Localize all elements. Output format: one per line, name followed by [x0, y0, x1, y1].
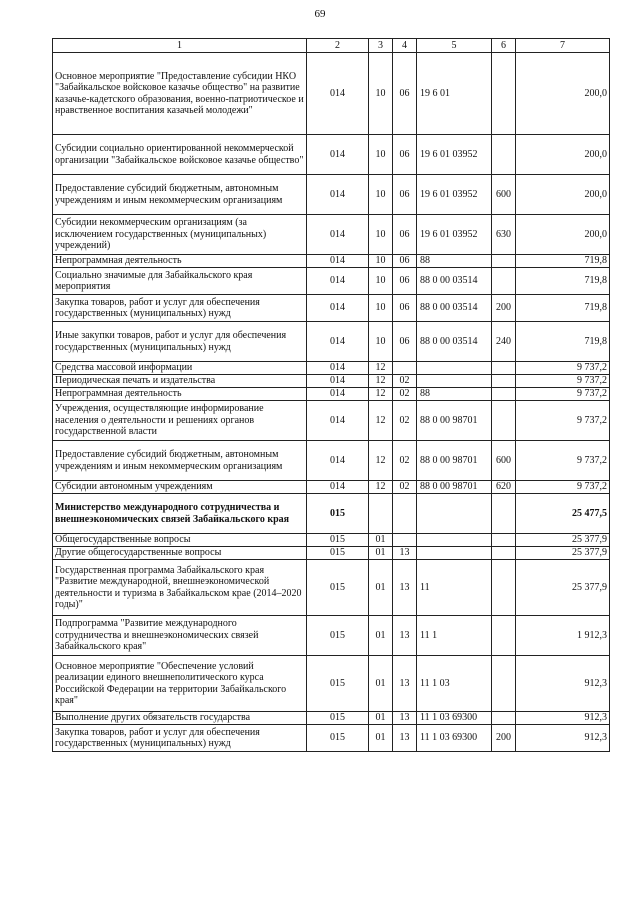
row-target-article: 11 1 03 69300 [417, 725, 492, 752]
row-expense-type [492, 712, 516, 725]
row-section: 01 [369, 534, 393, 547]
row-name: Социально значимые для Забайкальского края мероприятия [53, 268, 307, 295]
row-name: Основное мероприятие "Предоставление субсидии НКО "Забайкальское войсковое казачье общество" на развитие казачье-кадетского образования, военно-патриотическое и нравственное воспитания казачьей молодежи" [53, 53, 307, 135]
row-name: Другие общегосударственные вопросы [53, 547, 307, 560]
table-row [53, 135, 610, 175]
row-name: Подпрограмма "Развитие международного сотрудничества и внешнеэкономических связей Забайкальского края" [53, 616, 307, 656]
row-target-article: 88 0 00 98701 [417, 481, 492, 494]
col-header-3: 3 [369, 39, 393, 53]
row-expense-type [492, 53, 516, 135]
row-subsection: 13 [393, 712, 417, 725]
row-amount: 719,8 [516, 322, 610, 362]
row-section: 01 [369, 725, 393, 752]
table-row [53, 388, 610, 401]
row-ministry-code: 015 [307, 656, 369, 712]
row-section: 12 [369, 362, 393, 375]
table-row [53, 656, 610, 712]
row-target-article: 11 [417, 560, 492, 616]
row-target-article: 88 0 00 98701 [417, 441, 492, 481]
table-row [53, 547, 610, 560]
row-name: Учреждения, осуществляющие информирование населения о деятельности и решениях органов государственной власти [53, 401, 307, 441]
row-expense-type: 630 [492, 215, 516, 255]
row-amount: 9 737,2 [516, 375, 610, 388]
row-ministry-code: 015 [307, 494, 369, 534]
row-ministry-code: 015 [307, 712, 369, 725]
table-row [53, 725, 610, 752]
row-section: 10 [369, 322, 393, 362]
row-subsection [393, 494, 417, 534]
row-expense-type: 200 [492, 295, 516, 322]
row-ministry-code: 014 [307, 215, 369, 255]
row-ministry-code: 015 [307, 534, 369, 547]
row-expense-type: 600 [492, 441, 516, 481]
row-target-article [417, 375, 492, 388]
row-target-article [417, 494, 492, 534]
row-subsection: 06 [393, 295, 417, 322]
row-subsection: 02 [393, 441, 417, 481]
row-expense-type [492, 656, 516, 712]
row-expense-type [492, 547, 516, 560]
row-name: Периодическая печать и издательства [53, 375, 307, 388]
row-expense-type [492, 135, 516, 175]
row-ministry-code: 015 [307, 725, 369, 752]
row-amount: 200,0 [516, 53, 610, 135]
row-expense-type [492, 401, 516, 441]
row-section: 01 [369, 712, 393, 725]
table-row [53, 175, 610, 215]
row-subsection: 02 [393, 401, 417, 441]
row-section: 12 [369, 375, 393, 388]
row-amount: 719,8 [516, 295, 610, 322]
row-name: Общегосударственные вопросы [53, 534, 307, 547]
row-amount: 912,3 [516, 656, 610, 712]
row-subsection [393, 362, 417, 375]
row-expense-type [492, 534, 516, 547]
row-target-article: 88 [417, 388, 492, 401]
table-row [53, 295, 610, 322]
row-expense-type: 240 [492, 322, 516, 362]
row-amount: 200,0 [516, 135, 610, 175]
col-header-4: 4 [393, 39, 417, 53]
row-name: Предоставление субсидий бюджетным, автономным учреждениям и иным некоммерческим организациям [53, 441, 307, 481]
row-section: 12 [369, 481, 393, 494]
row-amount: 9 737,2 [516, 362, 610, 375]
row-ministry-code: 015 [307, 547, 369, 560]
row-expense-type [492, 494, 516, 534]
col-header-6: 6 [492, 39, 516, 53]
row-target-article: 88 [417, 255, 492, 268]
row-amount: 200,0 [516, 175, 610, 215]
row-name: Закупка товаров, работ и услуг для обеспечения государственных (муниципальных) нужд [53, 725, 307, 752]
row-amount: 25 377,9 [516, 547, 610, 560]
table-row [53, 534, 610, 547]
row-subsection: 06 [393, 268, 417, 295]
row-subsection: 13 [393, 725, 417, 752]
row-subsection: 06 [393, 322, 417, 362]
row-expense-type: 600 [492, 175, 516, 215]
row-section: 01 [369, 560, 393, 616]
row-amount: 9 737,2 [516, 388, 610, 401]
row-name: Государственная программа Забайкальского края "Развитие международной, внешнеэкономической деятельности и туризма в Забайкальском крае (2014–2020 годы)" [53, 560, 307, 616]
table-row [53, 616, 610, 656]
header-row [53, 39, 610, 53]
table-row [53, 215, 610, 255]
row-target-article: 88 0 00 03514 [417, 322, 492, 362]
row-section: 10 [369, 255, 393, 268]
col-header-7: 7 [516, 39, 610, 53]
row-expense-type [492, 268, 516, 295]
table-row [53, 268, 610, 295]
row-section: 10 [369, 53, 393, 135]
table-row [53, 494, 610, 534]
row-section: 10 [369, 215, 393, 255]
row-section: 10 [369, 295, 393, 322]
row-ministry-code: 014 [307, 388, 369, 401]
col-header-1: 1 [53, 39, 307, 53]
row-name: Предоставление субсидий бюджетным, автономным учреждениям и иным некоммерческим организациям [53, 175, 307, 215]
row-subsection: 02 [393, 481, 417, 494]
row-amount: 1 912,3 [516, 616, 610, 656]
table-row [53, 53, 610, 135]
row-subsection: 06 [393, 53, 417, 135]
row-amount: 9 737,2 [516, 441, 610, 481]
row-ministry-code: 014 [307, 481, 369, 494]
row-target-article [417, 547, 492, 560]
row-amount: 25 377,9 [516, 560, 610, 616]
budget-table [52, 38, 610, 752]
row-ministry-code: 014 [307, 362, 369, 375]
table-row [53, 362, 610, 375]
row-amount: 9 737,2 [516, 401, 610, 441]
row-section: 12 [369, 388, 393, 401]
row-name: Выполнение других обязательств государства [53, 712, 307, 725]
table-row [53, 712, 610, 725]
row-amount: 912,3 [516, 725, 610, 752]
row-ministry-code: 014 [307, 135, 369, 175]
row-amount: 200,0 [516, 215, 610, 255]
row-ministry-code: 015 [307, 560, 369, 616]
row-ministry-code: 014 [307, 255, 369, 268]
row-ministry-code: 014 [307, 322, 369, 362]
row-target-article [417, 534, 492, 547]
row-section: 10 [369, 268, 393, 295]
row-expense-type [492, 255, 516, 268]
row-ministry-code: 014 [307, 175, 369, 215]
table-row [53, 322, 610, 362]
row-ministry-code: 014 [307, 375, 369, 388]
row-name: Закупка товаров, работ и услуг для обеспечения государственных (муниципальных) нужд [53, 295, 307, 322]
row-ministry-code: 014 [307, 401, 369, 441]
row-name: Основное мероприятие "Обеспечение условий реализации единого внешнеполитического курса Российской Федерации на территории Забайкальского края" [53, 656, 307, 712]
row-target-article [417, 362, 492, 375]
table-row [53, 255, 610, 268]
row-target-article: 88 0 00 03514 [417, 295, 492, 322]
row-subsection: 02 [393, 388, 417, 401]
row-subsection: 13 [393, 547, 417, 560]
row-name: Непрограммная деятельность [53, 255, 307, 268]
table-row [53, 441, 610, 481]
row-subsection: 06 [393, 255, 417, 268]
row-name: Средства массовой информации [53, 362, 307, 375]
row-target-article: 19 6 01 03952 [417, 175, 492, 215]
row-expense-type [492, 560, 516, 616]
row-expense-type: 620 [492, 481, 516, 494]
row-name: Министерство международного сотрудничества и внешнеэкономических связей Забайкальского края [53, 494, 307, 534]
row-subsection: 13 [393, 560, 417, 616]
row-target-article: 11 1 03 [417, 656, 492, 712]
row-expense-type [492, 388, 516, 401]
row-name: Непрограммная деятельность [53, 388, 307, 401]
row-target-article: 88 0 00 03514 [417, 268, 492, 295]
row-name: Субсидии автономным учреждениям [53, 481, 307, 494]
row-subsection: 13 [393, 616, 417, 656]
row-subsection: 02 [393, 375, 417, 388]
row-section: 10 [369, 175, 393, 215]
table-row [53, 375, 610, 388]
row-ministry-code: 014 [307, 441, 369, 481]
row-expense-type [492, 375, 516, 388]
row-section: 01 [369, 616, 393, 656]
row-name: Субсидии социально ориентированной некоммерческой организации "Забайкальское войсковое казачье общество" [53, 135, 307, 175]
table-row [53, 481, 610, 494]
row-expense-type [492, 362, 516, 375]
row-amount: 25 377,9 [516, 534, 610, 547]
row-expense-type: 200 [492, 725, 516, 752]
row-subsection [393, 534, 417, 547]
row-ministry-code: 014 [307, 53, 369, 135]
row-section [369, 494, 393, 534]
row-amount: 719,8 [516, 268, 610, 295]
row-target-article: 19 6 01 03952 [417, 215, 492, 255]
table-row [53, 560, 610, 616]
row-target-article: 19 6 01 03952 [417, 135, 492, 175]
row-target-article: 11 1 03 69300 [417, 712, 492, 725]
col-header-2: 2 [307, 39, 369, 53]
row-subsection: 06 [393, 135, 417, 175]
row-section: 01 [369, 547, 393, 560]
page-number: 69 [314, 8, 326, 20]
row-subsection: 06 [393, 215, 417, 255]
row-amount: 25 477,5 [516, 494, 610, 534]
row-expense-type [492, 616, 516, 656]
row-ministry-code: 014 [307, 268, 369, 295]
row-target-article: 88 0 00 98701 [417, 401, 492, 441]
col-header-5: 5 [417, 39, 492, 53]
row-section: 12 [369, 441, 393, 481]
row-amount: 719,8 [516, 255, 610, 268]
row-target-article: 11 1 [417, 616, 492, 656]
row-name: Иные закупки товаров, работ и услуг для обеспечения государственных (муниципальных) нужд [53, 322, 307, 362]
row-name: Субсидии некоммерческим организациям (за исключением государственных (муниципальных) учреждений) [53, 215, 307, 255]
row-section: 01 [369, 656, 393, 712]
row-subsection: 13 [393, 656, 417, 712]
row-ministry-code: 015 [307, 616, 369, 656]
table-row [53, 401, 610, 441]
row-section: 12 [369, 401, 393, 441]
row-ministry-code: 014 [307, 295, 369, 322]
row-amount: 9 737,2 [516, 481, 610, 494]
row-target-article: 19 6 01 [417, 53, 492, 135]
row-subsection: 06 [393, 175, 417, 215]
row-section: 10 [369, 135, 393, 175]
row-amount: 912,3 [516, 712, 610, 725]
